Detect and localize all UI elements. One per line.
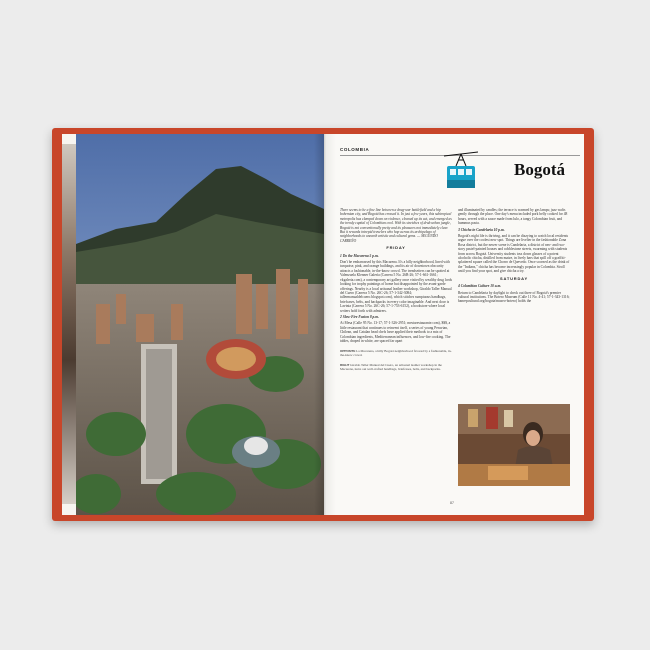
caption-right (340, 363, 452, 371)
text-column-left (340, 208, 452, 371)
section-heading-friday: FRIDAY (386, 245, 406, 251)
entry-1 (340, 254, 452, 258)
caption-opposite (340, 349, 452, 357)
entry-3-title: 3 Chicha in Candelaria 10 p.m. (458, 227, 505, 232)
page-edge-strip (62, 144, 76, 504)
caption-opposite-label: OPPOSITE (340, 349, 356, 354)
page-number: 87 (450, 501, 454, 505)
entry-3-body: Bogotá's night life is thriving, and it can be dizzying to watch local residents argue over the coolest new spot. Things are livelier in the fashionable Zona Rosa district, but the newer scene is Candelaria, a district of neo- and two-story pastel-painted houses and cobblestone streets, swarming with students from across Bogotá. University students toss down glasses of a potent alcoholic chicha, distilled from maize, in lively bars that spill off a graffiti-splattered square called the Chorro de Quevedo. Once scorned as the drink of the "Indians," chicha has become increasingly popular in Colombia. Stroll until you find your spot, and give chicha a try. (458, 234, 570, 274)
entry-2-body: At Mesa (Calle 95 No. 13-17; 57-1-326-2951; mestarestaurante.com), $$$, a little restaurant that continues to reinvent itself, a series of young Peruvian, Chilean, and Catalan head chefs have applied their methods to a mix of Colombian ingredients, Mediterranean influences, and low-fire cooking. The tables, draped in white, are spaced far apart (340, 321, 451, 343)
section-heading-saturday: SATURDAY (500, 275, 528, 281)
entry-4-title: 4 Colombian Culture 10 a.m. (458, 284, 502, 289)
entry-1-body: Don't be embarrassed by this Macarena. It's a hilly neighborhood, lined with turquoise, pink, and orange buildings, and its air of downtown obscurity attracts a fashionable, in-the-know crowd. The trendsetters can be spotted at Valenzuela Klenner Galería (Carrera 5 No. 26B-26; 57-1-661-1661; vkgaleria.com), a contemporary art gallery once visited by wealthy drug lords looking for trophy paintings of home but disappointed by the avant-garde offerings. Nearby is a local artisanal leather workshop, Giraldo Taller Manual del Cuero (Carrera 5 No. 26C-26; 57-1-342-3084; tallermanualdelcuero.blogspot.com), which stitches sumptuous handbags, briefcases, belts, and backpacks in every color imaginable. And next door is Lavinia (Carrera 5 No. 26C-26; 57-1-753-6152), a bookstore where local writers hold forth with admirers. (340, 260, 452, 313)
country-label: COLOMBIA (340, 147, 370, 152)
right-page (324, 134, 584, 515)
entry-4 (458, 284, 570, 288)
entry-2 (340, 315, 452, 319)
continued-paragraph: and illuminated by candles; the terrace is warmed by gas lamps; jazz wafts gently through the place. One day's menu included pork belly cooked for 48 hours, served with a sauce made from lulo, a tangy Colombian fruit, and hummus pasta. (458, 208, 568, 226)
text-column-right (458, 208, 570, 306)
open-book (52, 128, 594, 521)
intro-paragraph: There seems to be a fine line between a drug-war battlefield and a hip bohemian city, and Bogotá has crossed it. In just a few years, this subtropical metropolis has clamped down on violence, cleaned up its act, and emerged as the trendy capital of Colombian cool. With its stretches of drab urban jungle, Bogotá is not conventionally pretty and its pleasures not immediately clear. But it rewards intrepid travelers who hop across its archipelago of neighborhoods to unearth artistic and cultural gems. — SEGUNDO CARREÑO (340, 208, 452, 243)
caption-right-text: Giraldo Taller Manual del Cuero, an artisanal leather workshop in the Macarena, turns out well-crafted handbags, briefcases, belts, and backpacks. (340, 363, 442, 372)
left-page (62, 134, 324, 515)
page-title: Bogotá (514, 160, 565, 179)
entry-3 (458, 228, 570, 232)
book-gutter-shadow (314, 134, 336, 515)
caption-opposite-text: La Macarena, a hilly Bogotá neighborhood favored by a fashionable, in-the-know crowd. (340, 349, 452, 358)
cable-car-icon (444, 150, 478, 192)
entry-4-body: Return to Candelaria by daylight to check out three of Bogotá's premier cultural institutions. The Botero Museum (Calle 11 No. 4-41; 57-1-343-1316; banrepcultural.org/bogota/museo-botero) holds the (458, 290, 570, 304)
city-aerial-photo (76, 134, 324, 515)
entry-1-title: 1 Do the Macarena 5 p.m. (340, 253, 379, 258)
entry-2-title: 2 Slow-Fire Fusion 8 p.m. (340, 314, 379, 319)
caption-right-label: RIGHT (340, 363, 350, 368)
leather-workshop-photo (458, 404, 570, 486)
